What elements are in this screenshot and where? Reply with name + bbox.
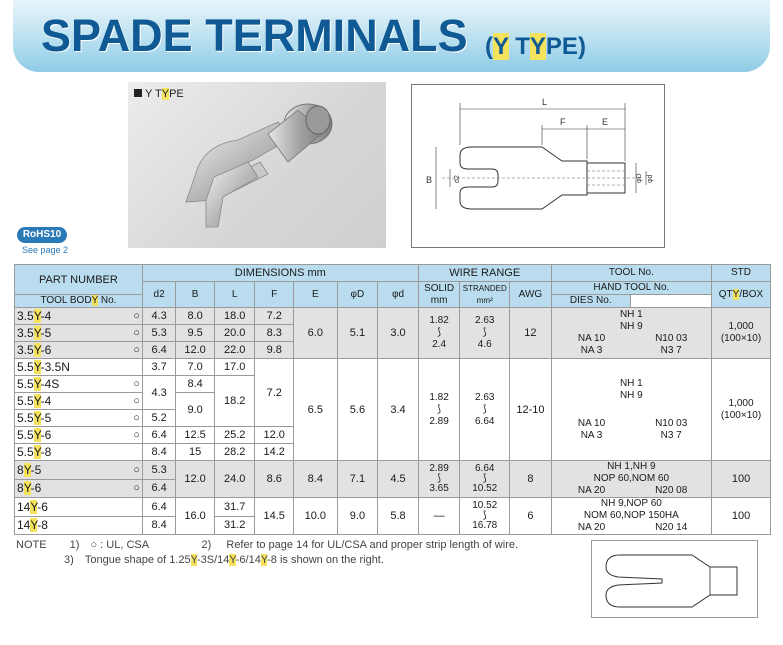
table-row: 8Y-6 ○ 6.4 xyxy=(15,479,771,498)
col-hand-tool: HAND TOOL No. xyxy=(551,282,711,295)
label-phiD: φD xyxy=(636,173,643,183)
dimension-drawing xyxy=(411,84,665,248)
label-L: L xyxy=(542,97,548,107)
tongue-shape-drawing xyxy=(591,540,758,618)
table-row: 8Y-5 ○ 5.3 12.0 24.0 8.6 8.4 7.1 4.5 2.89 ⟆ 3.65 6.64 ⟆ 10.52 8 NH 1,NH 9 NOP 60,NOM 60 NA 20 N20 08 100 xyxy=(15,461,771,480)
col-part-number: PART NUMBER xyxy=(15,265,143,295)
table-row: 5.5Y-6 ○ 6.4 12.5 25.2 12.0 xyxy=(15,427,771,444)
notes: NOTE 1) ○ : UL, CSA 2) Refer to page 14 for UL/CSA and proper strip length of wire. 3) Tongue shape of 1.25Y-3S/14Y-6/14Y-8 is shown on the right. xyxy=(16,539,519,566)
table-row: 3.5Y-5 ○ 5.3 9.5 20.0 8.3 xyxy=(15,325,771,342)
spec-table xyxy=(14,264,771,535)
table-row: 5.5Y-8 8.4 15 28.2 14.2 xyxy=(15,444,771,461)
rohs-badge: RoHS10 xyxy=(17,227,67,243)
col-F: F xyxy=(255,282,294,308)
tongue-shape-icon xyxy=(592,541,759,619)
header-banner xyxy=(13,0,770,72)
col-stranded: STRANDED mm² xyxy=(460,282,510,308)
table-row: 3.5Y-6 ○ 6.4 12.0 22.0 9.8 xyxy=(15,342,771,359)
col-tool-body: TOOL BODY No. xyxy=(15,295,143,308)
col-d2: d2 xyxy=(142,282,175,308)
col-solid: SOLID mm xyxy=(418,282,460,308)
table-row: 5.5Y-5 ○ 5.2 xyxy=(15,410,771,427)
label-F: F xyxy=(560,117,566,127)
col-std: STD xyxy=(712,265,771,282)
table-row: 5.5Y-4S ○ 4.3 8.4 18.2 xyxy=(15,376,771,393)
label-B: B xyxy=(426,175,433,185)
table-row: 5.5Y-3.5N 3.7 7.0 17.0 7.2 6.5 5.6 3.4 1.82 ⟆ 2.89 2.63 ⟆ 6.64 12-10 NH 1 NH 9 NA 10 N10 03 NA 3 N3 7 1,000 (100×10) xyxy=(15,359,771,376)
col-awg: AWG xyxy=(510,282,552,308)
table-row: 3.5Y-4 ○ 4.3 8.0 18.0 7.2 6.0 5.1 3.0 1.82 ⟆ 2.4 2.63 ⟆ 4.6 12 NH 1 NH 9 NA 10 N10 03 NA 3 N3 7 1,000 (100×10) xyxy=(15,308,771,325)
table-row: 14Y-8 8.4 31.2 xyxy=(15,516,771,535)
col-L: L xyxy=(214,282,255,308)
spade-diagram xyxy=(412,85,666,249)
label-d2: d2 xyxy=(454,175,461,183)
product-photo xyxy=(128,82,386,248)
col-phid: φd xyxy=(378,282,419,308)
page-subtitle: (Y TYPE) xyxy=(485,33,586,60)
photo-label: Y TYPE xyxy=(134,88,184,100)
col-tool-no: TOOL No. xyxy=(551,265,711,282)
see-page-note: See page 2 xyxy=(22,245,69,255)
label-phid: φd xyxy=(647,174,654,183)
col-wire-range: WIRE RANGE xyxy=(418,265,551,282)
col-phiD: φD xyxy=(337,282,378,308)
table-row: 5.5Y-4 ○ 9.0 xyxy=(15,393,771,410)
spade-terminal-image xyxy=(128,82,386,248)
col-dimensions: DIMENSIONS mm xyxy=(142,265,418,282)
col-dies: DIES No. xyxy=(551,295,630,308)
col-B: B xyxy=(176,282,215,308)
page-title: SPADE TERMINALS xyxy=(41,10,468,61)
label-E: E xyxy=(602,117,609,127)
table-row: 14Y-6 6.4 16.0 31.7 14.5 10.0 9.0 5.8 — 10.52 ⟆ 16.78 6 NH 9,NOP 60 NOM 60,NOP 150HA NA 20 N20 14 100 xyxy=(15,498,771,517)
col-qty-box: QTY/BOX xyxy=(712,282,771,308)
col-E: E xyxy=(294,282,338,308)
